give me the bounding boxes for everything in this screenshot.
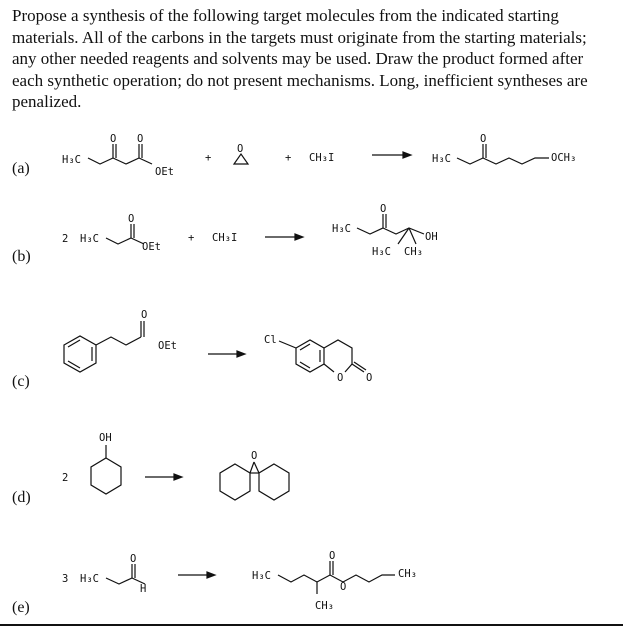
stoichiometric-coefficient: 2 — [62, 472, 69, 484]
part-label-e: (e) — [12, 599, 30, 616]
methyl-label: H₃C — [62, 154, 81, 166]
product-b — [332, 203, 438, 258]
ethoxy-label: OEt — [155, 166, 174, 178]
plus-sign: + — [205, 152, 212, 164]
ethoxy-label: OEt — [158, 340, 177, 352]
product-d-spiro-epoxide — [220, 450, 289, 500]
aldehyde-oxygen: O — [130, 553, 137, 565]
methyl-label: H₃C — [372, 246, 391, 258]
ester-carbonyl-oxygen: O — [329, 550, 336, 562]
ethylene-oxide — [234, 143, 248, 164]
scheme-e — [62, 550, 417, 612]
epoxide-oxygen: O — [237, 143, 244, 155]
methyl-iodide: CH₃I — [309, 152, 335, 164]
problem-instructions: Propose a synthesis of the following target molecules from the indicated starting materials. All of the carbons in the targets must originate from the starting materials; any other needed reagents and solvents may be used. Draw the product formed after each synthetic operation; do not present mechanisms. Long, inefficient syntheses are penalized. — [12, 6, 588, 112]
keto-oxygen: O — [380, 203, 387, 215]
methyl-label: CH₃ — [404, 246, 423, 258]
stoichiometric-coefficient: 3 — [62, 573, 69, 585]
lactone-carbonyl-oxygen: O — [366, 372, 373, 384]
ester-carbonyl-oxygen: O — [137, 133, 144, 145]
part-label-b: (b) — [12, 248, 31, 265]
product-e — [252, 550, 417, 612]
methyl-label: H₃C — [252, 570, 271, 582]
ethyl-acetoacetate — [62, 133, 174, 178]
part-label-c: (c) — [12, 373, 30, 390]
methyl-label: H₃C — [80, 233, 99, 245]
scheme-b — [62, 203, 438, 258]
chloro-label: Cl — [264, 334, 277, 346]
scheme-d — [62, 432, 289, 500]
ring-oxygen: O — [337, 372, 344, 384]
keto-oxygen: O — [480, 133, 487, 145]
ester-oxygen: O — [340, 581, 347, 593]
methyl-label: H₃C — [80, 573, 99, 585]
plus-sign: + — [188, 232, 195, 244]
methyl-iodide: CH₃I — [212, 232, 238, 244]
epoxide-oxygen: O — [251, 450, 258, 462]
keto-oxygen: O — [110, 133, 117, 145]
product-a — [432, 133, 576, 165]
aldehyde-hydrogen: H — [140, 583, 147, 595]
ethyl-phenylpropanoate — [64, 309, 177, 372]
ester-carbonyl-oxygen: O — [128, 213, 135, 225]
methyl-label: CH₃ — [398, 568, 417, 580]
methyl-label: H₃C — [432, 153, 451, 165]
bottom-divider — [0, 624, 623, 626]
ethyl-acetate — [80, 213, 161, 253]
product-c-dihydrocoumarin — [264, 334, 372, 384]
acetaldehyde — [80, 553, 146, 595]
hydroxyl-label: OH — [425, 231, 438, 243]
hydroxyl-label: OH — [99, 432, 112, 444]
part-label-d: (d) — [12, 489, 31, 506]
scheme-c — [64, 309, 372, 384]
methyl-label: H₃C — [332, 223, 351, 235]
cyclohexanol — [91, 432, 121, 494]
ethoxy-label: OEt — [142, 241, 161, 253]
plus-sign: + — [285, 152, 292, 164]
stoichiometric-coefficient: 2 — [62, 233, 69, 245]
methyl-label: CH₃ — [315, 600, 334, 612]
part-label-a: (a) — [12, 160, 30, 177]
methoxy-label: OCH₃ — [551, 152, 577, 164]
ester-carbonyl-oxygen: O — [141, 309, 148, 321]
scheme-a — [62, 133, 576, 178]
